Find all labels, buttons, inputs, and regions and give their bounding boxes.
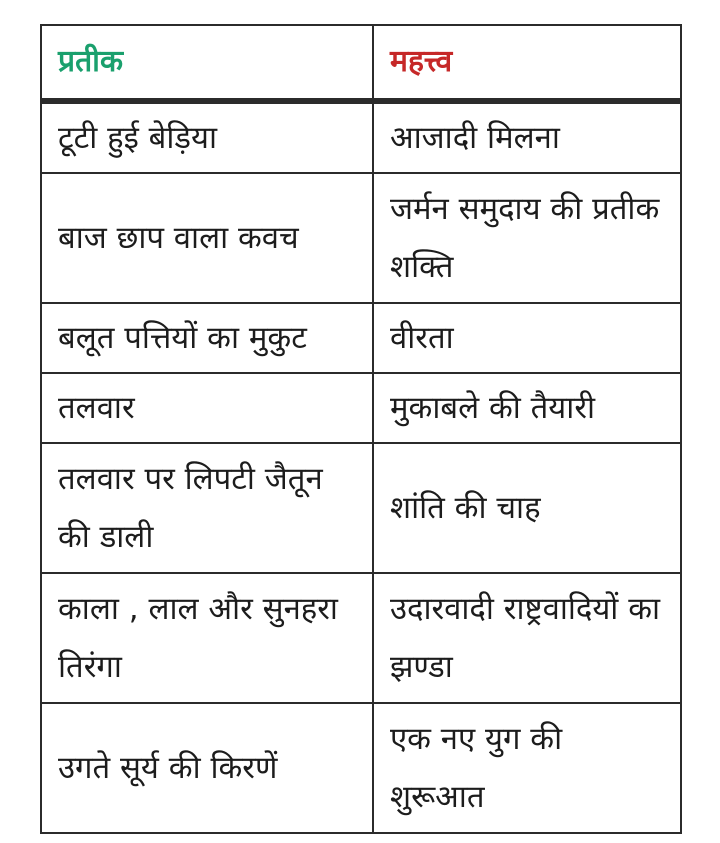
- meaning-cell: मुकाबले की तैयारी: [373, 373, 681, 443]
- header-meaning: महत्त्व: [373, 25, 681, 101]
- symbol-cell: काला , लाल और सुनहरा तिरंगा: [41, 573, 373, 703]
- header-symbol: प्रतीक: [41, 25, 373, 101]
- symbol-cell: तलवार: [41, 373, 373, 443]
- table-row: [41, 373, 681, 443]
- symbol-cell: तलवार पर लिपटी जैतून की डाली: [41, 443, 373, 573]
- meaning-cell: शांति की चाह: [373, 443, 681, 573]
- symbol-cell: टूटी हुई बेड़िया: [41, 101, 373, 173]
- header-row: [41, 25, 681, 101]
- meaning-cell: वीरता: [373, 303, 681, 373]
- table-row: [41, 303, 681, 373]
- meaning-cell: एक नए युग की शुरूआत: [373, 703, 681, 833]
- table-row: [41, 703, 681, 833]
- table-row: [41, 101, 681, 173]
- table-row: [41, 443, 681, 573]
- symbol-cell: उगते सूर्य की किरणें: [41, 703, 373, 833]
- symbol-cell: बलूत पत्तियों का मुकुट: [41, 303, 373, 373]
- table-row: [41, 173, 681, 303]
- symbol-cell: बाज छाप वाला कवच: [41, 173, 373, 303]
- table-row: [41, 573, 681, 703]
- meaning-cell: उदारवादी राष्ट्रवादियों का झण्डा: [373, 573, 681, 703]
- meaning-cell: आजादी मिलना: [373, 101, 681, 173]
- meaning-cell: जर्मन समुदाय की प्रतीक शक्ति: [373, 173, 681, 303]
- symbols-table: [40, 24, 682, 834]
